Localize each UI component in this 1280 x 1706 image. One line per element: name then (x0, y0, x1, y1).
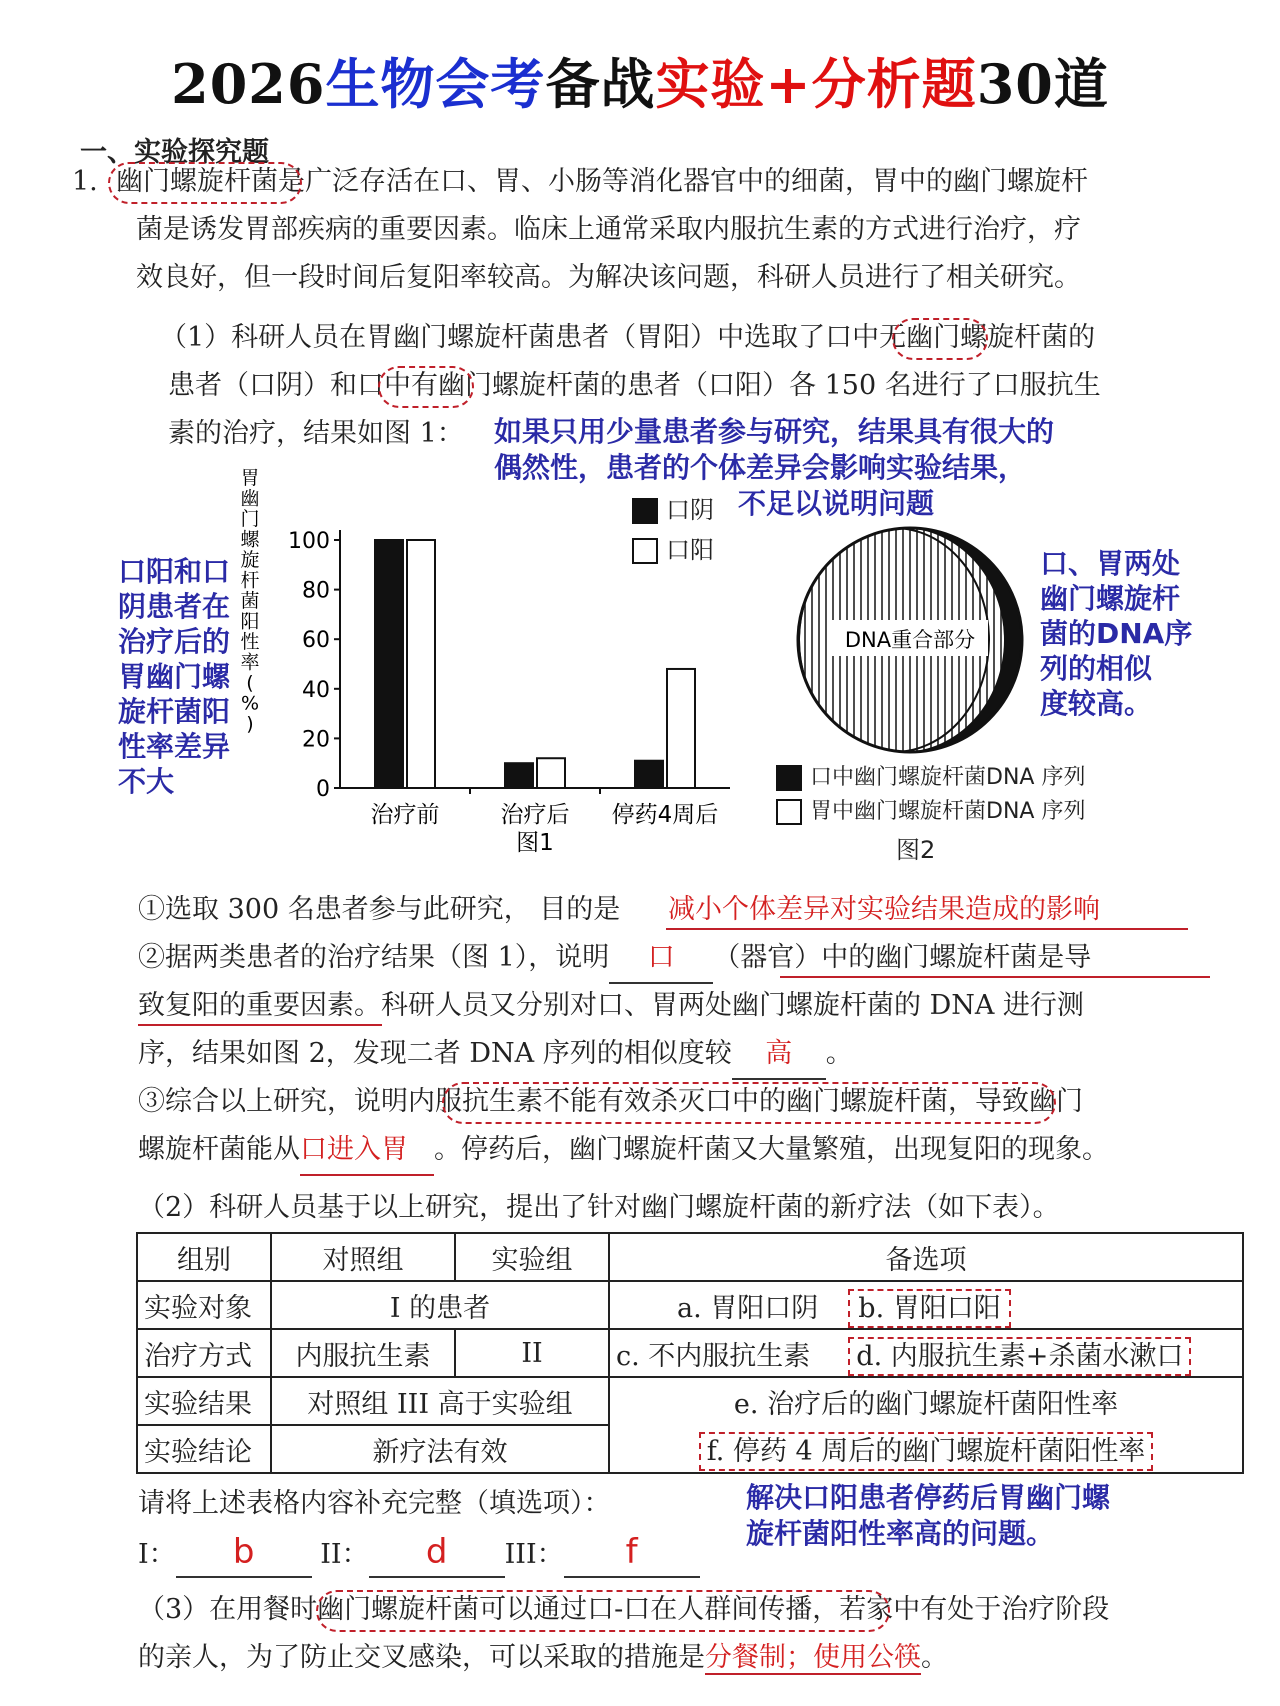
subq2-text-1: ②据两类患者的治疗结果（图 1），说明 口 （器官）中的幽门螺旋杆菌是导 (138, 934, 1091, 984)
experiment-table (136, 1232, 1244, 1474)
section-heading: 一、实验探究题 (80, 137, 269, 168)
table-row: 治疗方式 内服抗生素 II c. 不内服抗生素 d. 内服抗生素+杀菌水漱口 (137, 1329, 1243, 1377)
x-category-label: 治疗前 (370, 802, 440, 828)
note-left-line: 治疗后的 (118, 625, 231, 658)
title-prep: 备战 (545, 52, 656, 116)
y-axis-label-char: 率 (240, 651, 260, 674)
title-year: 2026 (171, 52, 326, 116)
answer-ii: d (369, 1528, 505, 1578)
figure2-legend-mouth: 口中幽门螺旋杆菌DNA 序列 (776, 760, 1085, 791)
bar-kouyin (375, 540, 403, 788)
annotation-circle (378, 366, 474, 408)
y-axis-label-char: 菌 (240, 590, 260, 612)
bar-kouyang (407, 540, 435, 788)
legend-label: 口阳 (666, 536, 714, 564)
note-right-line: 菌的DNA序 (1040, 617, 1193, 650)
y-axis-label-char: 幽 (240, 487, 260, 510)
annotation-circle (892, 318, 988, 360)
note-sample-size-3: 不足以说明问题 (738, 487, 935, 520)
part1-line-2: 患者（口阴）和口中有幽门螺旋杆菌的患者（口阳）各 150 名进行了口服抗生 (168, 370, 1101, 401)
note-table-purpose-1: 解决口阳患者停药后胃幽门螺 (746, 1481, 1111, 1514)
intro-line-1: 幽门螺旋杆菌是广泛存活在口、胃、小肠等消化器官中的细菌，胃中的幽门螺旋杆 (116, 166, 1088, 197)
part1-line-1: （1）科研人员在胃幽门螺旋杆菌患者（胃阳）中选取了口中无幽门螺旋杆菌的 (160, 322, 1096, 353)
title-type: 实验+分析题 (655, 52, 977, 116)
note-right-line: 列的相似 (1040, 652, 1153, 685)
page-title (0, 42, 1280, 119)
bar-kouyin (635, 761, 663, 788)
fill-answers: I： b II： d III： f (138, 1528, 700, 1579)
note-right-margin (1040, 546, 1192, 721)
figure1-caption: 图1 (516, 830, 554, 856)
bar-kouyin (505, 763, 533, 788)
y-tick-label: 100 (288, 529, 330, 554)
table-row: 实验结果 对照组 III 高于实验组 e. 治疗后的幽门螺旋杆菌阳性率 (137, 1377, 1243, 1425)
dna-overlap-label: DNA重合部分 (844, 628, 976, 652)
selected-option-d: d. 内服抗生素+杀菌水漱口 (848, 1337, 1191, 1376)
selected-option-b: b. 胃阳口阳 (848, 1289, 1010, 1328)
y-axis-label-char: 杆 (240, 569, 260, 592)
legend-swatch-white (632, 538, 658, 564)
legend-label: 口阴 (666, 496, 714, 524)
y-axis-label-char: 性 (240, 631, 260, 653)
y-axis-label-char: 阳 (240, 610, 260, 633)
chart-legend-item (632, 490, 714, 525)
title-count: 30道 (976, 52, 1109, 116)
y-axis-label-char: ( (246, 672, 254, 694)
y-axis-label-char: 旋 (240, 549, 260, 571)
subq2-blank-similarity: 高 (732, 1030, 826, 1080)
y-tick-label: 40 (302, 677, 330, 703)
x-category-label: 治疗后 (500, 802, 570, 828)
intro-line-2: 菌是诱发胃部疾病的重要因素。临床上通常采取内服抗生素的方式进行治疗，疗 (136, 214, 1081, 245)
annotation-circle (108, 162, 302, 204)
figure2-caption: 图2 (896, 836, 936, 864)
note-left-line: 旋杆菌阳 (118, 695, 231, 728)
y-axis-label-char: 胃 (240, 467, 260, 489)
part3-answer: 分餐制；使用公筷 (705, 1642, 921, 1673)
note-right-line: 幽门螺旋杆 (1040, 582, 1181, 615)
note-table-purpose-2: 旋杆菌阳性率高的问题。 (746, 1517, 1055, 1550)
answer-iii: f (564, 1528, 700, 1578)
note-right-line: 口、胃两处 (1040, 547, 1181, 580)
title-subject: 生物会考 (325, 52, 546, 116)
annotation-circle (442, 1082, 1056, 1124)
y-axis-label-char: % (240, 692, 260, 715)
legend-swatch-black (632, 498, 658, 524)
y-axis-label-char: ) (246, 713, 254, 735)
figure2-circle-diagram (790, 520, 1030, 760)
note-left-margin (118, 554, 230, 799)
intro-line-3: 效良好，但一段时间后复阳率较高。为解决该问题，科研人员进行了相关研究。 (136, 262, 1081, 293)
note-sample-size-1: 如果只用少量患者参与研究，结果具有很大的 (494, 415, 1055, 448)
y-tick-label: 0 (316, 777, 330, 802)
table-row: 实验对象 I 的患者 a. 胃阳口阴 b. 胃阳口阳 (137, 1281, 1243, 1329)
part3-line-1: （3）在用餐时幽门螺旋杆菌可以通过口-口在人群间传播，若家中有处于治疗阶段 (138, 1594, 1110, 1625)
part3-line-2: 的亲人，为了防止交叉感染，可以采取的措施是分餐制；使用公筷。 (138, 1642, 948, 1673)
fill-prompt: 请将上述表格内容补充完整（填选项）： (138, 1488, 611, 1519)
table-row: 组别 对照组 实验组 备选项 (137, 1233, 1243, 1281)
subq2-text-2: 致复阳的重要因素。科研人员又分别对口、胃两处幽门螺旋杆菌的 DNA 进行测 (138, 990, 1084, 1021)
subq1-answer: 减小个体差异对实验结果造成的影响 (668, 894, 1100, 925)
subq3-text-2: 螺旋杆菌能从口进入胃 。停药后，幽门螺旋杆菌又大量繁殖，出现复阳的现象。 (138, 1126, 1109, 1176)
y-tick-label: 60 (302, 628, 330, 654)
subq2-text-3: 序，结果如图 2，发现二者 DNA 序列的相似度较 高 。 (138, 1030, 853, 1080)
subq2-blank-organ: 口 (609, 934, 713, 984)
bar-kouyang (667, 669, 695, 788)
question-number: 1. (72, 166, 98, 197)
selected-option-f: f. 停药 4 周后的幽门螺旋杆菌阳性率 (699, 1432, 1154, 1471)
figure2-legend-stomach: 胃中幽门螺旋杆菌DNA 序列 (776, 794, 1085, 825)
y-tick-label: 80 (302, 578, 330, 604)
note-left-line: 口阳和口 (118, 555, 231, 588)
table-row: 实验结论 新疗法有效 f. 停药 4 周后的幽门螺旋杆菌阳性率 (137, 1425, 1243, 1473)
x-category-label: 停药4周后 (611, 802, 719, 828)
y-axis-label-char: 螺 (240, 528, 260, 551)
note-left-line: 不大 (118, 765, 175, 798)
subq1-text: ①选取 300 名患者参与此研究， 目的是 (138, 894, 621, 925)
annotation-circle (316, 1590, 890, 1632)
subq3-text-1: ③综合以上研究，说明内服抗生素不能有效杀灭口中的幽门螺旋杆菌，导致幽门 (138, 1086, 1083, 1117)
subq3-answer: 口进入胃 (300, 1126, 434, 1176)
bar-kouyang (537, 758, 565, 788)
note-left-line: 阴患者在 (118, 590, 231, 623)
note-left-line: 性率差异 (118, 730, 231, 763)
chart-legend-item (632, 530, 714, 565)
part2-text: （2）科研人员基于以上研究，提出了针对幽门螺旋杆菌的新疗法（如下表）。 (138, 1192, 1060, 1223)
answer-i: b (176, 1528, 312, 1578)
y-tick-label: 20 (302, 727, 330, 753)
y-axis-label-char: 门 (240, 508, 260, 530)
note-sample-size-2: 偶然性，患者的个体差异会影响实验结果， (494, 451, 1027, 484)
note-right-line: 度较高。 (1040, 687, 1153, 720)
part1-line-3: 素的治疗，结果如图 1： (168, 418, 464, 449)
note-left-line: 胃幽门螺 (118, 660, 231, 693)
